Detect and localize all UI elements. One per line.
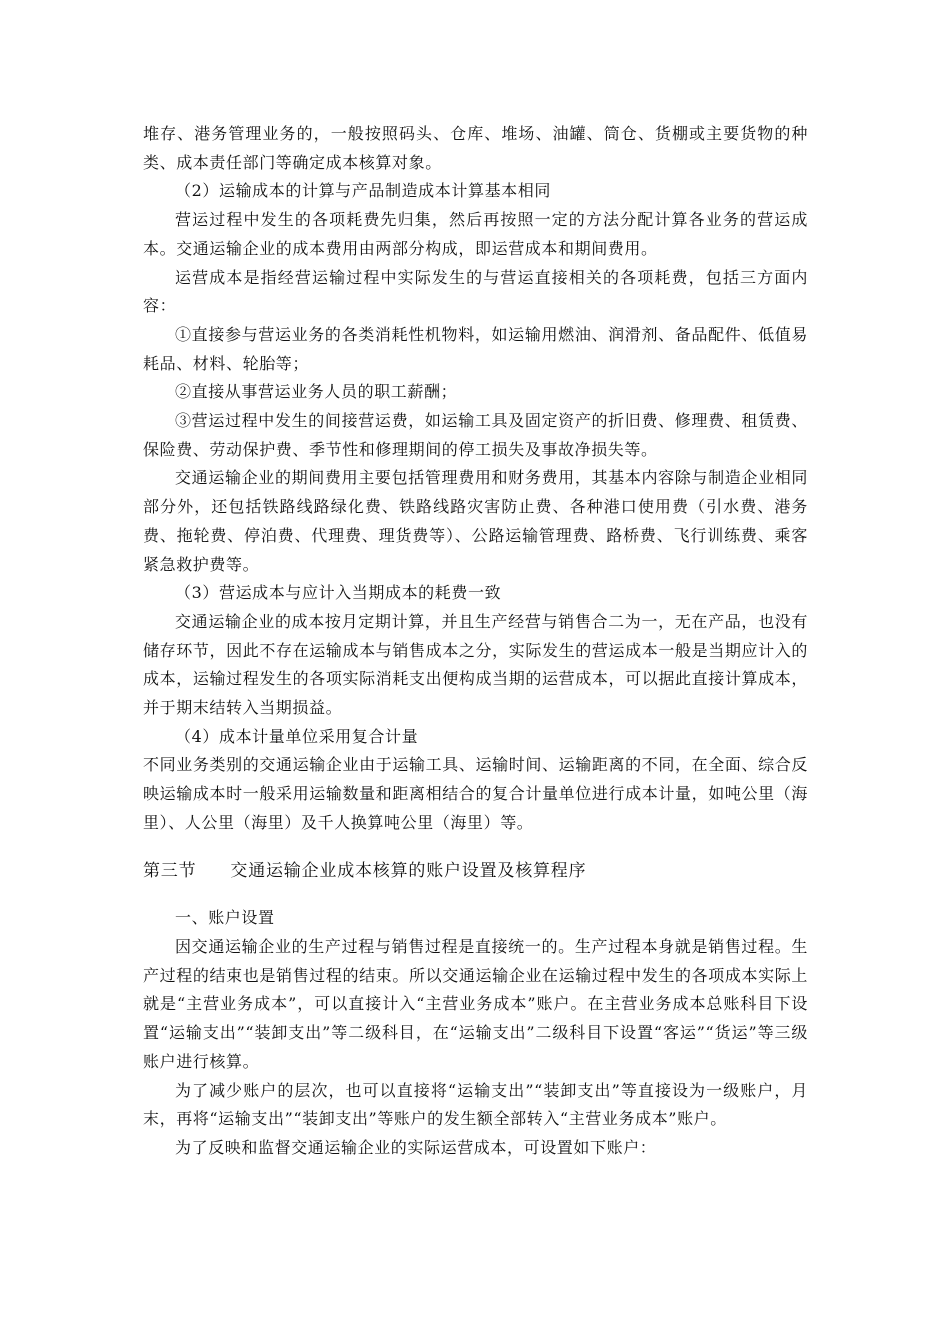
paragraph: ①直接参与营运业务的各类消耗性机物料，如运输用燃油、润滑剂、备品配件、低值易耗品、材料、轮胎等； bbox=[143, 324, 808, 373]
paragraph: 因交通运输企业的生产过程与销售过程是直接统一的。生产过程本身就是销售过程。生产过程的结束也是销售过程的结束。所以交通运输企业在运输过程中发生的各项成本实际上就是“主营业务成本”，可以直接计入“主营业务成本”账户。在主营业务成本总账科目下设置“运输支出”“装卸支出”等二级科目，在“运输支出”二级科目下设置“客运”“货运”等三级账户进行核算。 bbox=[143, 936, 808, 1071]
paragraph: 运营成本是指经营运输过程中实际发生的与营运直接相关的各项耗费，包括三方面内容： bbox=[143, 267, 808, 316]
paragraph: ③营运过程中发生的间接营运费，如运输工具及固定资产的折旧费、修理费、租赁费、保险费、劳动保护费、季节性和修理期间的停工损失及事故净损失等。 bbox=[143, 411, 808, 459]
paragraph: ②直接从事营运业务人员的职工薪酬； bbox=[175, 382, 458, 402]
paragraphs-before-section bbox=[143, 120, 808, 838]
paragraph: （3）营运成本与应计入当期成本的耗费一致 bbox=[175, 583, 502, 603]
paragraph: 不同业务类别的交通运输企业由于运输工具、运输时间、运输距离的不同，在全面、综合反映运输成本时一般采用运输数量和距离相结合的复合计量单位进行成本计量，如吨公里（海里）、人公里（海里）及千人换算吨公里（海里）等。 bbox=[143, 755, 808, 832]
document-body bbox=[143, 120, 808, 1163]
paragraph: 为了减少账户的层次，也可以直接将“运输支出”“装卸支出”等直接设为一级账户，月末，再将“运输支出”“装卸支出”等账户的发生额全部转入“主营业务成本”账户。 bbox=[143, 1080, 808, 1129]
section-number: 第三节 bbox=[143, 860, 197, 881]
paragraph: （2）运输成本的计算与产品制造成本计算基本相同 bbox=[175, 181, 551, 201]
paragraph: 为了反映和监督交通运输企业的实际运营成本，可设置如下账户： bbox=[175, 1137, 657, 1157]
paragraph: 交通运输企业的成本按月定期计算，并且生产经营与销售合二为一，无在产品，也没有储存环节，因此不存在运输成本与销售成本之分，实际发生的营运成本一般是当期应计入的成本，运输过程发生的各项实际消耗支出便构成当期的运营成本，可以据此直接计算成本，并于期末结转入当期损益。 bbox=[143, 611, 808, 718]
paragraph: 营运过程中发生的各项耗费先归集，然后再按照一定的方法分配计算各业务的营运成本。交通运输企业的成本费用由两部分构成，即运营成本和期间费用。 bbox=[143, 210, 808, 258]
paragraph: 堆存、港务管理业务的，一般按照码头、仓库、堆场、油罐、筒仓、货棚或主要货物的种类、成本责任部门等确定成本核算对象。 bbox=[143, 124, 808, 172]
paragraph: 交通运输企业的期间费用主要包括管理费用和财务费用，其基本内容除与制造企业相同部分外，还包括铁路线路绿化费、铁路线路灾害防止费、各种港口使用费（引水费、港务费、拖轮费、停泊费、代理费、理货费等）、公路运输管理费、路桥费、飞行训练费、乘客紧急救护费等。 bbox=[143, 468, 808, 574]
paragraphs-after-section bbox=[143, 904, 808, 1162]
section-title: 交通运输企业成本核算的账户设置及核算程序 bbox=[230, 860, 587, 881]
paragraph: （4）成本计量单位采用复合计量 bbox=[175, 726, 419, 746]
section-heading bbox=[143, 857, 808, 886]
paragraph: 一、账户设置 bbox=[175, 908, 275, 928]
